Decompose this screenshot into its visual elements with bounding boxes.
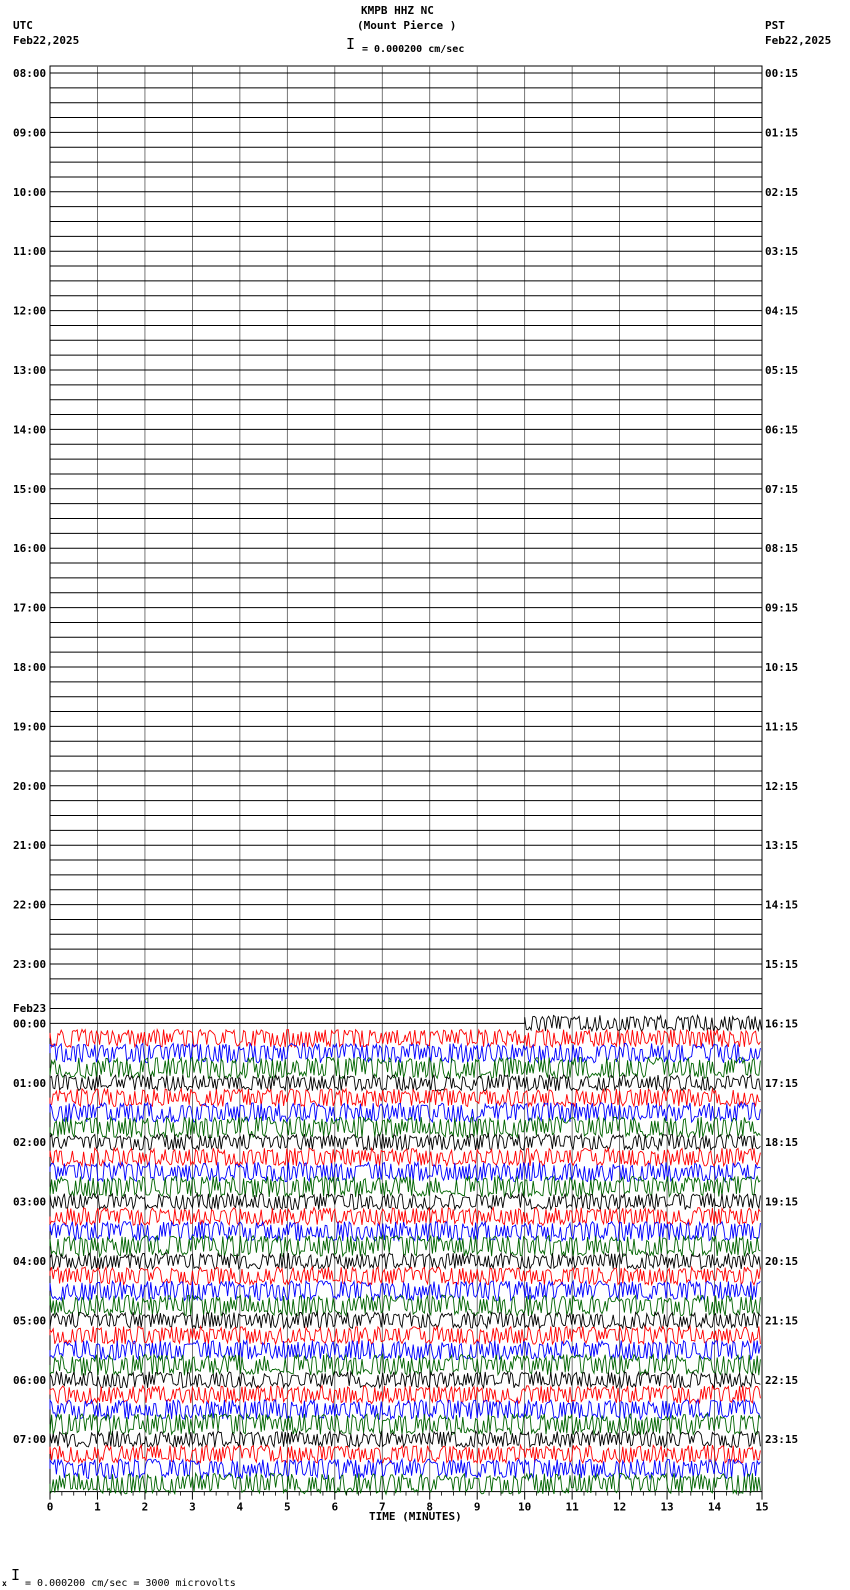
footer-scale-icon: I xyxy=(11,1566,21,1584)
right-hour-label: 15:15 xyxy=(765,958,799,971)
left-hour-label: 08:00 xyxy=(13,67,47,80)
x-tick-label: 5 xyxy=(284,1500,291,1514)
footer-marker: x xyxy=(2,1579,7,1588)
left-hour-label: 02:00 xyxy=(13,1136,47,1150)
right-hour-label: 19:15 xyxy=(765,1195,799,1209)
right-hour-label: 04:15 xyxy=(765,304,799,318)
footer-scale-note: = 0.000200 cm/sec = 3000 microvolts xyxy=(25,1578,236,1589)
station-title: KMPB HHZ NC xyxy=(361,4,434,17)
trace-signal xyxy=(50,1312,760,1328)
left-hour-label: 19:00 xyxy=(13,720,47,734)
x-tick-label: 0 xyxy=(46,1500,54,1514)
trace-signal xyxy=(50,1134,760,1150)
trace-signal xyxy=(50,1386,760,1404)
x-tick-label: 6 xyxy=(331,1500,339,1514)
left-hour-label: 22:00 xyxy=(13,898,47,912)
trace-signal xyxy=(50,1029,760,1047)
left-hour-label: 18:00 xyxy=(13,661,47,674)
right-hour-label: 12:15 xyxy=(765,779,799,793)
left-hour-label: 03:00 xyxy=(13,1195,47,1209)
left-hour-label: 13:00 xyxy=(13,364,47,377)
plot-frame xyxy=(50,66,762,1492)
trace-signal xyxy=(50,1295,760,1316)
right-hour-label: 21:15 xyxy=(765,1314,799,1328)
trace-signal xyxy=(50,1281,760,1300)
scale-label: = 0.000200 cm/sec xyxy=(362,44,465,55)
trace-signal xyxy=(50,1103,760,1122)
trace-signal xyxy=(50,1431,760,1447)
left-hour-label: 09:00 xyxy=(13,126,47,140)
right-hour-label: 02:15 xyxy=(765,185,799,199)
station-location: (Mount Pierce ) xyxy=(357,19,457,32)
trace-signal xyxy=(50,1459,760,1478)
traces xyxy=(50,73,762,1494)
left-hour-label: 06:00 xyxy=(13,1373,47,1387)
left-hour-label: 11:00 xyxy=(13,245,47,259)
left-hour-label: 01:00 xyxy=(13,1076,47,1090)
trace-signal xyxy=(50,1089,760,1107)
grid xyxy=(50,66,762,1492)
right-hour-label: 06:15 xyxy=(765,423,799,437)
right-hour-label: 11:15 xyxy=(765,720,799,734)
trace-signal xyxy=(50,1222,760,1241)
trace-signal xyxy=(50,1372,760,1388)
x-tick-label: 12 xyxy=(612,1500,627,1514)
x-tick-label: 13 xyxy=(660,1500,674,1514)
right-hour-label: 00:15 xyxy=(765,67,799,80)
trace-signal xyxy=(50,1075,760,1091)
trace-signal xyxy=(50,1057,760,1078)
x-tick-label: 15 xyxy=(755,1500,769,1514)
scale-bar-icon: I xyxy=(346,35,356,53)
left-hour-label: 23:00 xyxy=(13,958,47,971)
trace-signal xyxy=(50,1194,760,1210)
left-hour-label: 04:00 xyxy=(13,1255,47,1268)
x-tick-label: 7 xyxy=(378,1500,386,1514)
left-hour-label: 15:00 xyxy=(13,482,47,496)
right-timezone: PST xyxy=(765,19,785,32)
trace-signal xyxy=(50,1208,760,1226)
left-hour-label: 16:00 xyxy=(13,542,47,556)
right-hour-label: 16:15 xyxy=(765,1017,799,1031)
right-hour-label: 20:15 xyxy=(765,1255,799,1268)
trace-signal xyxy=(525,1015,762,1031)
right-date: Feb22,2025 xyxy=(765,34,832,47)
trace-signal xyxy=(50,1354,760,1375)
x-tick-label: 10 xyxy=(518,1500,532,1514)
trace-signal xyxy=(50,1473,760,1494)
x-tick-label: 1 xyxy=(94,1500,101,1514)
x-tick-label: 8 xyxy=(426,1500,434,1514)
right-hour-label: 10:15 xyxy=(765,661,799,674)
left-hour-label: 21:00 xyxy=(13,839,47,853)
x-tick-label: 9 xyxy=(473,1500,481,1514)
left-timezone: UTC xyxy=(13,19,33,32)
x-tick-label: 2 xyxy=(141,1500,149,1514)
trace-signal xyxy=(50,1326,760,1344)
right-hour-label: 09:15 xyxy=(765,601,799,615)
right-hour-label: 23:15 xyxy=(765,1433,799,1447)
left-hour-label: 10:00 xyxy=(13,185,47,199)
x-axis-label: TIME (MINUTES) xyxy=(369,1510,462,1523)
trace-signal xyxy=(50,1414,760,1435)
right-hour-label: 08:15 xyxy=(765,542,799,556)
right-hour-label: 03:15 xyxy=(765,245,799,259)
trace-signal xyxy=(50,1176,760,1197)
trace-signal xyxy=(50,1043,760,1062)
x-tick-label: 11 xyxy=(565,1500,579,1514)
x-tick-label: 3 xyxy=(189,1500,196,1514)
left-hour-label: 17:00 xyxy=(13,601,47,615)
date-change-label: Feb23 xyxy=(13,1002,47,1015)
right-hour-label: 17:15 xyxy=(765,1076,799,1090)
right-hour-label: 13:15 xyxy=(765,839,799,853)
left-hour-label: 00:00 xyxy=(13,1017,47,1031)
left-hour-label: 12:00 xyxy=(13,304,47,318)
x-tick-label: 14 xyxy=(707,1500,722,1514)
right-hour-label: 22:15 xyxy=(765,1373,799,1387)
right-hour-label: 14:15 xyxy=(765,898,799,912)
trace-signal xyxy=(50,1267,760,1285)
right-hour-label: 18:15 xyxy=(765,1136,799,1150)
left-hour-label: 07:00 xyxy=(13,1433,47,1447)
right-hour-label: 05:15 xyxy=(765,364,799,377)
right-hour-label: 01:15 xyxy=(765,126,799,140)
right-hour-label: 07:15 xyxy=(765,482,799,496)
left-date: Feb22,2025 xyxy=(13,34,80,47)
left-hour-label: 20:00 xyxy=(13,779,47,793)
x-tick-label: 4 xyxy=(236,1500,244,1514)
trace-signal xyxy=(50,1148,760,1166)
left-hour-label: 14:00 xyxy=(13,423,47,437)
left-hour-label: 05:00 xyxy=(13,1314,47,1328)
